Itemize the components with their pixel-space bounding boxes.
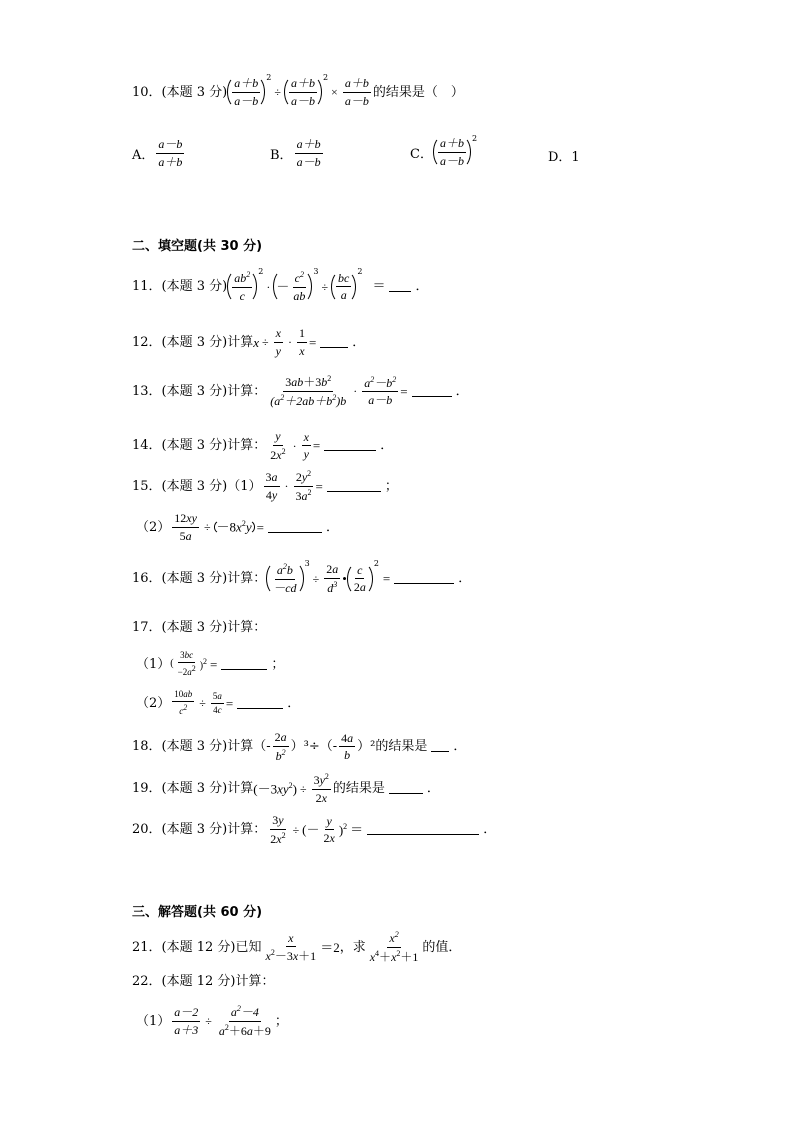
question-12: 12．(本题 3 分)计算 x ÷ $\frac{x}{y}$ · $\frac{1}{x}$ = ． bbox=[132, 326, 366, 358]
option-a[interactable]: A． $\frac{a-b}{a+b}$ bbox=[132, 137, 183, 169]
question-17: 17．(本题 3 分)计算： bbox=[132, 620, 267, 635]
answer-blank-17-2[interactable] bbox=[237, 698, 283, 709]
answer-blank-11[interactable] bbox=[389, 281, 411, 292]
answer-blank-13[interactable] bbox=[412, 386, 452, 397]
answer-blank-17-1[interactable] bbox=[221, 659, 267, 670]
section-2-title: 二、填空题(共 30 分) bbox=[132, 239, 263, 254]
question-10-label: 10．(本题 3 分) bbox=[132, 84, 228, 100]
question-18: 18．(本题 3 分)计算（- $\frac{2a}{b^2}$ ）³÷（- $\frac{4a}{b}$ ）²的结果是 ． bbox=[132, 730, 467, 763]
answer-blank-19[interactable] bbox=[389, 783, 423, 794]
answer-blank-18[interactable] bbox=[431, 741, 449, 752]
option-b[interactable]: B． $\frac{a+b}{a-b}$ bbox=[270, 137, 321, 169]
question-22-part-1: （1） $\frac{a-2}{a+3}$ ÷ $\frac{a^2-4}{a^2+6a+9}$ ； bbox=[136, 1004, 288, 1038]
section-3-title: 三、解答题(共 60 分) bbox=[132, 905, 263, 920]
question-15-part-2: （2） $\frac{12xy}{5a}$ ÷ $-8x^2y$ = ． bbox=[136, 511, 339, 543]
answer-blank-15-2[interactable] bbox=[268, 522, 322, 533]
answer-blank-16[interactable] bbox=[394, 573, 454, 584]
option-d[interactable]: D．1 bbox=[548, 150, 580, 165]
question-20: 20．(本题 3 分)计算： $\frac{3y}{2x^2}$ ÷ (－ $\frac{y}{2x}$ )$^2$ ＝ ． bbox=[132, 813, 497, 846]
answer-blank-14[interactable] bbox=[324, 440, 376, 451]
question-14: 14．(本题 3 分)计算： $\frac{y}{2x^2}$ · $\frac{x}{y}$ = ． bbox=[132, 429, 394, 462]
question-22: 22．(本题 12 分)计算： bbox=[132, 974, 275, 989]
answer-blank-20[interactable] bbox=[367, 824, 479, 835]
answer-blank-15-1[interactable] bbox=[327, 481, 381, 492]
question-11: 11．(本题 3 分) $\frac{ab^2}{c}$ 2 · － $\frac{c^2}{ab}$ 3 ÷ $\frac{bc}{a}$ 2 ＝ ． bbox=[132, 267, 429, 303]
question-17-part-1: （1） ( $\frac{3bc}{-2a^2}$ )$^2$ = ； bbox=[136, 650, 285, 678]
question-10: 10．(本题 3 分) $\frac{a+b}{a-b}$ 2 ÷ $\frac{a+b}{a-b}$ 2 × $\frac{a+b}{a-b}$ 的结果是（ ） bbox=[132, 73, 464, 108]
question-10-suffix: 的结果是（ ） bbox=[372, 84, 464, 100]
question-17-part-2: （2） $\frac{10ab}{c^2}$ ÷ $\frac{5a}{4c}$ = ． bbox=[136, 689, 301, 717]
question-19: 19．(本题 3 分)计算 $(-3xy^2)$ ÷ $\frac{3y^2}{2x}$ 的结果是 ． bbox=[132, 772, 440, 805]
question-16: 16．(本题 3 分)计算： $\frac{a^2b}{-cd}$ 3 ÷ $\frac{2a}{d^3}$ • $\frac{c}{2a}$ 2 = ． bbox=[132, 559, 472, 595]
question-13: 13．(本题 3 分)计算： $\frac{3ab+3b^2}{(a^2+2ab+b^2)b}$ · $\frac{a^2-b^2}{a-b}$ = ． bbox=[132, 374, 469, 408]
answer-blank-12[interactable] bbox=[320, 337, 348, 348]
question-21: 21．(本题 12 分)已知 $\frac{x}{x^2-3x+1}$ ＝2 ，求 $\frac{x^2}{x^4+x^2+1}$ 的值． bbox=[132, 930, 462, 964]
option-c[interactable]: C． $\frac{a+b}{a-b}$ 2 bbox=[410, 134, 478, 168]
question-15: 15．(本题 3 分)（1） $\frac{3a}{4y}$ · $\frac{2y^2}{3a^2}$ = ； bbox=[132, 469, 398, 503]
